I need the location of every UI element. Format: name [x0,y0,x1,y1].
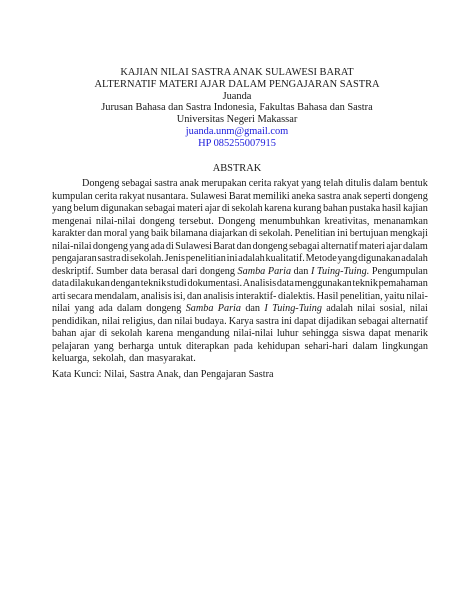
abstract-line [52,278,428,291]
abstract-word: diterapkan [186,340,230,352]
abstract-word: Penelitian [294,228,336,239]
abstract-word: yang [93,340,114,352]
abstract-word: nilai- [406,290,428,302]
author-phone[interactable]: HP 085255007915 [198,137,276,149]
abstract-word: Sumber [96,265,128,277]
abstract-word: dan [293,265,309,277]
abstract-word: teknik [140,278,167,289]
abstract-word: luhur [276,328,299,339]
abstract-word: memiliki [252,190,290,202]
abstract-line [52,241,428,254]
abstract-word: di [99,328,108,339]
abstract-word: sekolah [231,203,263,214]
abstract-word: lingkungan [382,340,428,352]
abstract-heading: ABSTRAK [212,163,262,174]
abstract-word: Analisis [242,278,277,289]
abstract-word: di [121,253,130,264]
abstract-word: rakyat [273,178,300,189]
abstract-word: untuk [158,340,182,352]
abstract-word: adalah [326,303,353,314]
abstract-word: hasil [382,203,402,214]
abstract-word: tersebut. [179,215,214,227]
abstract-line [52,303,428,316]
abstract-word: Paria [217,303,241,314]
abstract-word: dari [181,265,198,277]
abstract-word: kumpulan [52,190,93,202]
abstract-line [52,216,428,229]
abstract-word: keluarga, [52,353,90,364]
abstract-word: nilai [174,315,193,327]
abstract-word: I [310,265,315,277]
abstract-word: adalah [238,253,265,264]
abstract-word: seperti [363,190,391,202]
abstract-line [52,316,428,329]
author-email-link[interactable]: juanda.unm@gmail.com [185,125,289,137]
abstract-word: ada [98,303,113,314]
abstract-word: religius, [122,315,156,327]
abstract-word: cerita [94,190,118,202]
abstract-word: Samba [185,303,214,314]
abstract-word: moral [103,228,128,239]
abstract-line [52,266,428,279]
abstract-word: materi [177,203,204,214]
abstract-word: ajar [204,203,221,214]
abstract-word: data [52,278,69,289]
abstract-word: dialektis. [278,290,316,302]
abstract-line [52,253,428,266]
abstract-word: dan [129,353,144,364]
abstract-word: mendalam, [94,290,140,302]
abstract-word: Dongeng [218,215,256,227]
abstract-word: pemahaman [378,278,428,289]
abstract-word: budaya. [194,315,227,327]
abstract-word: digunakan [358,253,401,264]
abstract-line [52,203,428,216]
abstract-word: berasal [150,265,179,277]
abstract-word: dalam [352,340,378,352]
abstract-word: menggunakan [294,278,352,289]
abstract-word: pendidikan, [52,315,100,327]
abstract-word: bertujuan [349,228,389,239]
abstract-word: merupakan [201,178,247,189]
abstract-word: masyarakat. [146,353,196,364]
abstract-word: digunakan [100,203,144,214]
affiliation-line-2: Universitas Negeri Makassar [176,114,298,126]
abstract-word: deskriptif. [52,265,94,277]
abstract-word: ajar [386,240,402,252]
abstract-word: nilai [409,303,428,314]
abstract-word: sastra [97,253,121,264]
abstract-word: ada [150,240,165,252]
abstract-word: Paria [267,265,292,277]
abstract-word: yang [129,240,150,252]
abstract-word: ini [337,228,348,239]
abstract-word: alternatif [391,315,428,327]
abstract-line [52,191,428,204]
abstract-word: pelajaran [52,340,90,352]
paper-header [0,67,474,150]
abstract-word: menumbuhkan [259,215,321,227]
abstract-word: dengan [110,278,141,289]
author-name: Juanda [222,90,252,102]
abstract-word: analisis [203,290,234,302]
abstract-word: kreativitas, [324,215,370,227]
abstract-word: Dongeng [82,178,120,189]
abstract-word: sehingga [302,328,339,339]
abstract-word: yang [74,303,95,314]
abstract-word: sekolah. [259,228,293,239]
abstract-word: nilai [357,303,376,314]
abstract-word: dongeng [199,265,235,277]
abstract-word: analisis [140,290,172,302]
abstract-word: di [249,228,258,239]
abstract-word: alternatif [320,240,358,252]
abstract-word: nusantara. [146,190,189,202]
abstract-word: nilai-nilai [52,240,92,252]
abstract-word: I [264,303,268,314]
abstract-word: ini [281,315,292,327]
abstract-word: dongeng [146,303,182,314]
abstract-word: dilakukan [69,278,110,289]
abstract-word: sebagai [289,240,320,252]
abstract-word: Karya [228,315,254,327]
abstract-word: yang [52,203,72,214]
abstract-word: mengkaji [390,228,428,239]
abstract-word: kehidupan [257,340,300,352]
abstract-word: karena [145,328,174,339]
abstract-word: dongeng [92,240,129,252]
abstract-word: dijadikan [318,315,357,327]
paper-title-line-2: ALTERNATIF MATERI AJAR DALAM PENGAJARAN SASTRA [94,78,380,90]
abstract-word: kajian [402,203,428,214]
abstract-word: menanamkan [373,215,428,227]
abstract-word: sekolah [111,328,143,339]
abstract-word: telah [323,178,344,189]
abstract-word: nilai-nilai [95,215,136,227]
abstract-word: dan [87,228,102,239]
abstract-line [52,341,428,354]
abstract-word: yaitu [384,290,405,302]
abstract-word: data [130,265,148,277]
abstract-word: materi [359,240,386,252]
abstract-word: Sulawesi [175,240,212,252]
abstract-word: kualitatif. [265,253,305,264]
abstract-word: dalam [373,178,398,189]
abstract-word: dalam [402,240,428,252]
abstract-word: Hasil [316,290,339,302]
abstract-word: kurang [293,203,322,214]
abstract-word: dan [187,290,202,302]
abstract-word: rakyat [119,190,145,202]
abstract-word: Metode [305,253,337,264]
abstract-word: karakter [52,228,86,239]
affiliation-line-1: Jurusan Bahasa dan Sastra Indonesia, Fakultas Bahasa dan Sastra [101,102,373,114]
abstract-word: ditulis [345,178,371,189]
abstract-word: Samba [237,265,266,277]
abstract-word: studi [166,278,187,289]
abstract-word: dongeng [392,190,428,202]
abstract-word: sekolah. [130,253,164,264]
abstract-word: sastra [317,190,341,202]
abstract-word: bahan [323,203,348,214]
abstract-word: belum [73,203,99,214]
abstract-word: sastra [255,315,280,327]
abstract-word: interaktif- [235,290,277,302]
abstract-word: Jenis [164,253,185,264]
abstract-line [52,178,428,191]
abstract-word: dan [236,240,252,252]
abstract-line [52,291,428,304]
abstract-word: sebagai [121,178,153,189]
abstract-word: dokumentasi. [187,278,243,289]
abstract-word: nilai [101,315,121,327]
abstract-word: Tuing-Tuing. [316,265,370,277]
abstract-word: mengenai [52,215,92,227]
abstract-word: mengandung [176,328,230,339]
abstract-word: dan [157,315,173,327]
abstract-word: Barat [213,240,236,252]
abstract-word: Tuing-Tuing [272,303,322,314]
abstract-word: arti [52,290,66,302]
abstract-word: teknik [352,278,378,289]
abstract-word: adalah [401,253,428,264]
abstract-word: Barat [228,190,251,202]
abstract-word: ini [226,253,238,264]
abstract-word: pada [233,340,253,352]
abstract-word: sosial, [379,303,406,314]
abstract-word: dan [245,303,261,314]
abstract-word: ajar [80,328,96,339]
abstract-word: baik [150,228,169,239]
abstract-word: data [276,278,294,289]
abstract-word: Sulawesi [190,190,227,202]
abstract-word: bahan [52,328,77,339]
abstract-word: menarik [394,328,428,339]
abstract-word: yang [337,253,358,264]
abstract-word: siswa [342,328,365,339]
abstract-word: yang [129,228,150,239]
abstract-word: dapat [294,315,317,327]
abstract-word: nilai [52,303,71,314]
abstract-word: nilai-nilai [233,328,274,339]
abstract-word: dalam [117,303,142,314]
abstract-word: isi, [173,290,186,302]
abstract-line [52,328,428,341]
abstract-word: yang [301,178,322,189]
abstract-word: diajarkan [209,228,248,239]
abstract-word: bentuk [400,178,428,189]
abstract-word: karena [264,203,292,214]
keywords-line: Kata Kunci: Nilai, Sastra Anak, dan Pengajaran Sastra [52,369,274,380]
abstract-word: dongeng [139,215,175,227]
abstract-word: berharga [118,340,154,352]
abstract-word: sastra [154,178,178,189]
abstract-word: di [165,240,174,252]
abstract-word: sebagai [358,315,389,327]
abstract-word: anak [342,190,362,202]
abstract-word: aneka [291,190,316,202]
abstract-word: Pengumpulan [371,265,428,277]
abstract-word: dongeng [252,240,288,252]
paper-title-line-1: KAJIAN NILAI SASTRA ANAK SULAWESI BARAT [120,67,354,78]
abstract-word: penelitian [185,253,226,264]
abstract-body [52,178,428,366]
abstract-line [52,353,428,366]
abstract-word: secara [67,290,93,302]
abstract-word: sekolah, [92,353,127,364]
abstract-word: sebagai [144,203,176,214]
abstract-word: di [221,203,230,214]
abstract-word: bilamana [170,228,208,239]
abstract-word: dapat [368,328,391,339]
abstract-word: cerita [248,178,272,189]
abstract-word: penelitian, [339,290,383,302]
abstract-word: sehari-hari [304,340,349,352]
abstract-word: anak [179,178,200,189]
abstract-line [52,228,428,241]
abstract-word: pustaka [349,203,381,214]
abstract-word: pengajaran [52,253,97,264]
